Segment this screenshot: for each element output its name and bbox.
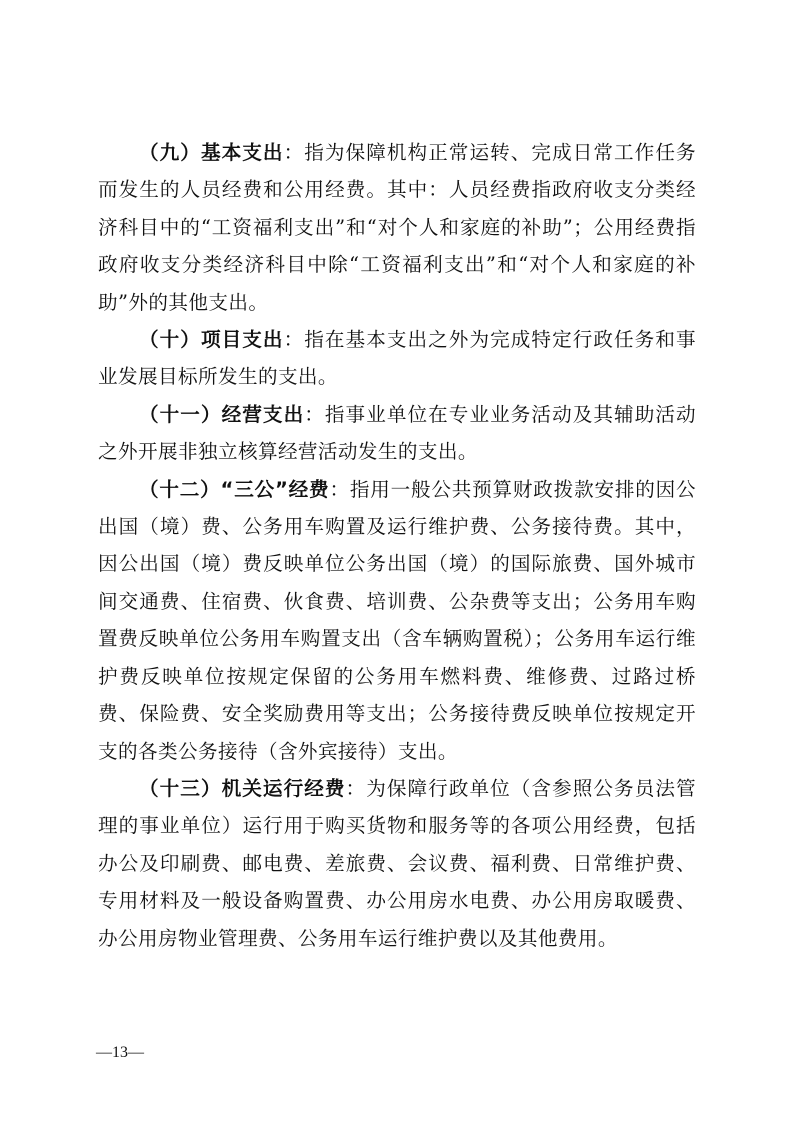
section-colon: ： bbox=[304, 402, 325, 426]
section-text: 指为保障机构正常运转、完成日常工作任务而发生的人员经费和公用经费。其中：人员经费指政府收支分类经济科目中的“工资福利支出”和“对个人和家庭的补助”；公用经费指政府收支分类经济科目中除“工资福利支出”和“对个人和家庭的补助”外的其他支出。 bbox=[98, 141, 696, 314]
page-number: —13— bbox=[96, 1044, 144, 1061]
section-colon: ： bbox=[283, 328, 305, 352]
section-operating-expenditure bbox=[98, 396, 696, 471]
section-text: 指在基本支出之外为完成特定行政任务和事业发展目标所发生的支出。 bbox=[98, 328, 696, 389]
section-basic-expenditure bbox=[98, 134, 696, 321]
section-colon: ： bbox=[329, 477, 350, 501]
section-colon: ： bbox=[283, 141, 305, 164]
document-body bbox=[98, 134, 696, 957]
section-term: （十）项目支出 bbox=[139, 328, 284, 352]
section-term: （十三）机关运行经费 bbox=[139, 776, 346, 800]
section-colon: ： bbox=[345, 776, 367, 800]
section-term: （十一）经营支出 bbox=[139, 402, 305, 426]
section-agency-operating-expenses bbox=[98, 770, 696, 957]
section-term: （九）基本支出 bbox=[139, 141, 284, 164]
section-text: 为保障行政单位（含参照公务员法管理的事业单位）运行用于购买货物和服务等的各项公用经费，包括办公及印刷费、邮电费、差旅费、会议费、福利费、日常维护费、专用材料及一般设备购置费、办公用房水电费、办公用房取暖费、办公用房物业管理费、公务用车运行维护费以及其他费用。 bbox=[98, 776, 697, 950]
section-term: （十二）“三公”经费 bbox=[139, 477, 330, 501]
section-text: 指事业单位在专业业务活动及其辅助活动之外开展非独立核算经营活动发生的支出。 bbox=[98, 402, 696, 464]
section-text: 指用一般公共预算财政拨款安排的因公出国（境）费、公务用车购置及运行维护费、公务接待费。其中，因公出国（境）费反映单位公务出国（境）的国际旅费、国外城市间交通费、住宿费、伙食费、培训费、公杂费等支出；公务用车购置费反映单位公务用车购置支出（含车辆购置税）；公务用车运行维护费反映单位按规定保留的公务用车燃料费、维修费、过路过桥费、保险费、安全奖励费用等支出；公务接待费反映单位按规定开支的各类公务接待（含外宾接待）支出。 bbox=[98, 477, 696, 763]
section-three-public-expenses bbox=[98, 471, 696, 770]
section-project-expenditure bbox=[98, 321, 696, 396]
